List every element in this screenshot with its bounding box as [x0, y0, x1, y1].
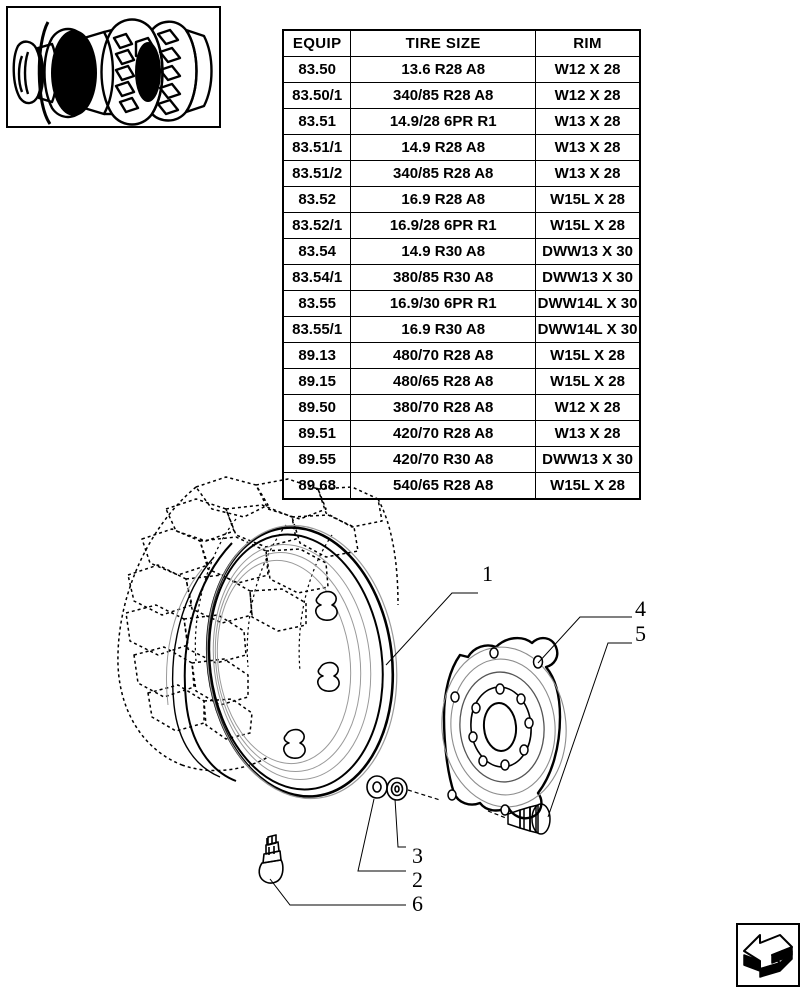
cell-tire-size: 16.9 R30 A8	[351, 317, 536, 343]
column-header-tire-size: TIRE SIZE	[351, 31, 536, 57]
callout-number-3: 3	[412, 843, 423, 868]
cell-rim: W13 X 28	[536, 109, 640, 135]
nut-part	[387, 778, 407, 800]
cell-rim: DWW14L X 30	[536, 317, 640, 343]
cell-tire-size: 340/85 R28 A8	[351, 83, 536, 109]
tire-phantom-outline	[118, 477, 398, 771]
cell-rim: W13 X 28	[536, 421, 640, 447]
cell-equip: 89.68	[284, 473, 351, 499]
cell-tire-size: 420/70 R30 A8	[351, 447, 536, 473]
cell-equip: 83.54	[284, 239, 351, 265]
cell-tire-size: 480/65 R28 A8	[351, 369, 536, 395]
cell-equip: 83.52	[284, 187, 351, 213]
cell-equip: 89.15	[284, 369, 351, 395]
wheel-rim	[166, 515, 412, 810]
direction-arrow-glyph	[738, 925, 798, 985]
table-row	[284, 83, 640, 109]
cell-rim: DWW13 X 30	[536, 239, 640, 265]
table-row	[284, 291, 640, 317]
cell-tire-size: 380/70 R28 A8	[351, 395, 536, 421]
table-header-row	[284, 31, 640, 57]
cell-rim: W15L X 28	[536, 213, 640, 239]
cell-rim: W15L X 28	[536, 369, 640, 395]
table-row	[284, 369, 640, 395]
cell-tire-size: 14.9 R30 A8	[351, 239, 536, 265]
rear-wheel-location-thumbnail	[6, 6, 221, 128]
cell-tire-size: 16.9/28 6PR R1	[351, 213, 536, 239]
cell-rim: W13 X 28	[536, 161, 640, 187]
cell-rim: DWW13 X 30	[536, 265, 640, 291]
cell-tire-size: 480/70 R28 A8	[351, 343, 536, 369]
table-body	[284, 57, 640, 499]
table-row	[284, 343, 640, 369]
table-row	[284, 265, 640, 291]
cell-equip: 83.54/1	[284, 265, 351, 291]
cell-rim: W15L X 28	[536, 473, 640, 499]
column-header-rim: RIM	[536, 31, 640, 57]
cell-tire-size: 420/70 R28 A8	[351, 421, 536, 447]
table-row	[284, 135, 640, 161]
cell-rim: W12 X 28	[536, 57, 640, 83]
cell-tire-size: 13.6 R28 A8	[351, 57, 536, 83]
thumbnail-wheel-opening-right	[135, 42, 161, 102]
callout-number-4: 4	[635, 596, 646, 621]
table-row	[284, 317, 640, 343]
table-row	[284, 161, 640, 187]
callout-number-2: 2	[412, 867, 423, 892]
cell-tire-size: 340/85 R28 A8	[351, 161, 536, 187]
cell-tire-size: 14.9/28 6PR R1	[351, 109, 536, 135]
callout-number-6: 6	[412, 891, 423, 916]
callout-number-1: 1	[482, 561, 493, 586]
cell-tire-size: 540/65 R28 A8	[351, 473, 536, 499]
cell-equip: 83.50	[284, 57, 351, 83]
leader-line-1	[386, 593, 478, 665]
table-row	[284, 239, 640, 265]
cell-equip: 89.50	[284, 395, 351, 421]
cell-rim: DWW14L X 30	[536, 291, 640, 317]
table-row	[284, 421, 640, 447]
valve-stem-part	[259, 835, 283, 883]
column-header-equip: EQUIP	[284, 31, 351, 57]
washer-part	[367, 776, 387, 798]
exploded-assembly-artwork	[0, 465, 812, 935]
wheel-disc-hub	[435, 638, 572, 818]
table-row	[284, 187, 640, 213]
cell-rim: W12 X 28	[536, 395, 640, 421]
cell-tire-size: 14.9 R28 A8	[351, 135, 536, 161]
callout-number-5: 5	[635, 621, 646, 646]
cell-equip: 83.51/1	[284, 135, 351, 161]
cell-rim: W15L X 28	[536, 343, 640, 369]
cell-equip: 89.55	[284, 447, 351, 473]
thumbnail-wheel-opening-left	[51, 30, 97, 116]
table-row	[284, 213, 640, 239]
direction-arrow-icon	[736, 923, 800, 987]
leader-line-3	[395, 799, 406, 847]
cell-equip: 83.55	[284, 291, 351, 317]
cell-equip: 83.55/1	[284, 317, 351, 343]
table-row	[284, 109, 640, 135]
thumbnail-artwork	[8, 8, 219, 126]
cell-equip: 89.51	[284, 421, 351, 447]
cell-rim: W13 X 28	[536, 135, 640, 161]
cell-equip: 83.51	[284, 109, 351, 135]
cell-tire-size: 380/85 R30 A8	[351, 265, 536, 291]
table-row	[284, 395, 640, 421]
leader-line-6	[270, 879, 406, 905]
cell-equip: 83.50/1	[284, 83, 351, 109]
cell-equip: 89.13	[284, 343, 351, 369]
cell-equip: 83.52/1	[284, 213, 351, 239]
rim-mounting-clamps	[284, 592, 339, 759]
rear-wheel-exploded-diagram	[0, 465, 812, 935]
cell-rim: W15L X 28	[536, 187, 640, 213]
tire-rim-spec-table	[283, 30, 640, 499]
leader-line-2	[358, 799, 406, 871]
cell-equip: 83.51/2	[284, 161, 351, 187]
cell-rim: DWW13 X 30	[536, 447, 640, 473]
table-row	[284, 57, 640, 83]
cell-tire-size: 16.9/30 6PR R1	[351, 291, 536, 317]
cell-rim: W12 X 28	[536, 83, 640, 109]
cell-tire-size: 16.9 R28 A8	[351, 187, 536, 213]
